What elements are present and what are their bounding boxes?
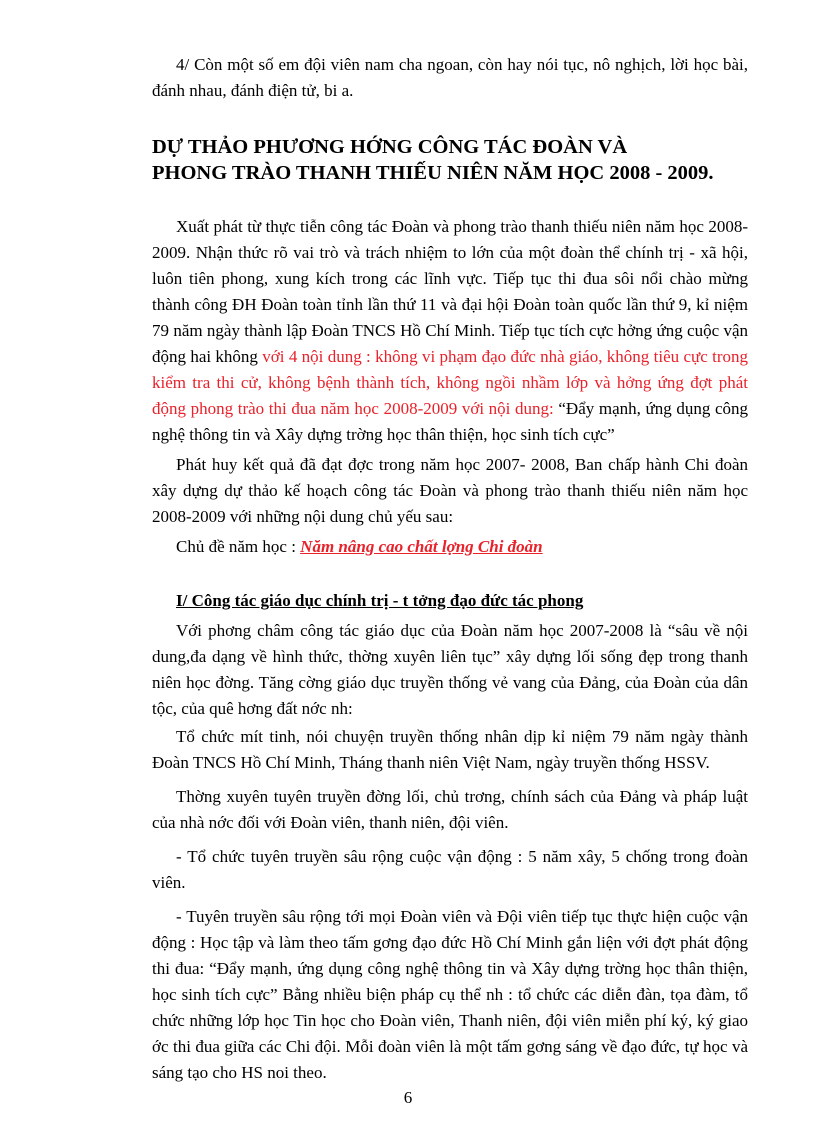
paragraph-ceremony: Tổ chức mít tinh, nói chuyện truyền thống nhân dịp kỉ niệm 79 năm ngày thành Đoàn TNCS Hồ Chí Minh, Tháng thanh niên Việt Nam, ngày truyền thống HSSV. <box>152 727 748 772</box>
paragraph-intro-highlight: với 4 nội dung : không vi phạm đạo đức nhà giáo, không tiêu cực trong kiểm tra thi cử, không bệnh thành tích, không ngồi nhầm lớp và hởng ứng đợt phát động phong trào thi đua năm học 2008-2009 với nội dung: <box>152 347 748 418</box>
section-heading-1: I/ Công tác giáo dục chính trị - t tởng đạo đức tác phong <box>176 591 584 610</box>
document-title <box>152 134 748 186</box>
paragraph-propaganda: Thờng xuyên tuyên truyền đờng lối, chủ trơng, chính sách của Đảng và pháp luật của nhà nớc đối với Đoàn viên, thanh niên, đội viên. <box>152 787 748 832</box>
year-theme <box>152 534 748 560</box>
paragraph-intro <box>152 214 748 448</box>
page-number: 6 <box>403 1088 413 1107</box>
year-theme-label: Chủ đề năm học : <box>176 537 301 556</box>
paragraph-movement: - Tuyên truyền sâu rộng tới mọi Đoàn viên và Đội viên tiếp tục thực hiện cuộc vận động : Học tập và làm theo tấm gơng đạo đức Hồ Chí Minh gắn liện với đợt phát động thi đua: “Đẩy mạnh, ứng dụng công nghệ thông tin và Xây dựng trờng học thân thiện, học sinh tích cực” Bằng nhiều biện pháp cụ thể nh : tổ chức các diễn đàn, tọa đàm, tổ chức những lớp học Tin học cho Đoàn viên, Thanh niên, đội viên miễn phí ký, ký giao ớc thi đua giữa các Chi đội. Mỗi đoàn viên là một tấm gơng sáng về đạo đức, tự học và sáng tạo cho HS noi theo. <box>152 907 748 1082</box>
paragraph-intro-tail: “Đẩy mạnh, ứng dụng công nghệ thông tin và Xây dựng trờng học thân thiện, học sinh tích cực” <box>152 399 748 444</box>
title-line-2: PHONG TRÀO THANH THIẾU NIÊN NĂM HỌC 2008 - 2009. <box>152 162 714 184</box>
paragraph-results: Phát huy kết quả đã đạt đợc trong năm học 2007- 2008, Ban chấp hành Chi đoàn xây dựng dự thảo kế hoạch công tác Đoàn và phong trào thanh thiếu niên năm học 2008-2009 với những nội dung chủ yếu sau: <box>152 455 748 526</box>
paragraph-intro-text: Xuất phát từ thực tiễn công tác Đoàn và phong trào thanh thiếu niên năm học 2008-2009. Nhận thức rõ vai trò và trách nhiệm to lớn của một đoàn thể chính trị - xã hội, luôn tiên phong, xung kích trong các lĩnh vực. Tiếp tục thi đua sôi nổi chào mừng thành công ĐH Đoàn toàn tỉnh lần thứ 11 và đại hội Đoàn toàn quốc lần thứ 9, kỉ niệm 79 năm ngày thành lập Đoàn TNCS Hồ Chí Minh. Tiếp tục tích cực hởng ứng cuộc vận động hai không <box>152 217 748 366</box>
title-line-1: DỰ THẢO PHƯƠNG HỚNG CÔNG TÁC ĐOÀN VÀ <box>152 136 628 158</box>
year-theme-value: Năm nâng cao chất lợng Chi đoàn <box>300 537 543 556</box>
page-content <box>152 52 748 1090</box>
paragraph-campaign: - Tổ chức tuyên truyền sâu rộng cuộc vận động : 5 năm xây, 5 chống trong đoàn viên. <box>152 847 748 892</box>
intro-item: 4/ Còn một số em đội viên nam cha ngoan, còn hay nói tục, nô nghịch, lời học bài, đánh nhau, đánh điện tử, bi a. <box>152 55 748 100</box>
paragraph-education: Với phơng châm công tác giáo dục của Đoàn năm học 2007-2008 là “sâu về nội dung,đa dạng về hình thức, thờng xuyên liên tục” xây dựng lối sống đẹp trong thanh niên học đờng. Tăng cờng giáo dục truyền thống vẻ vang của Đảng, của Đoàn của dân tộc, của quê hơng đất nớc nh: <box>152 621 748 718</box>
